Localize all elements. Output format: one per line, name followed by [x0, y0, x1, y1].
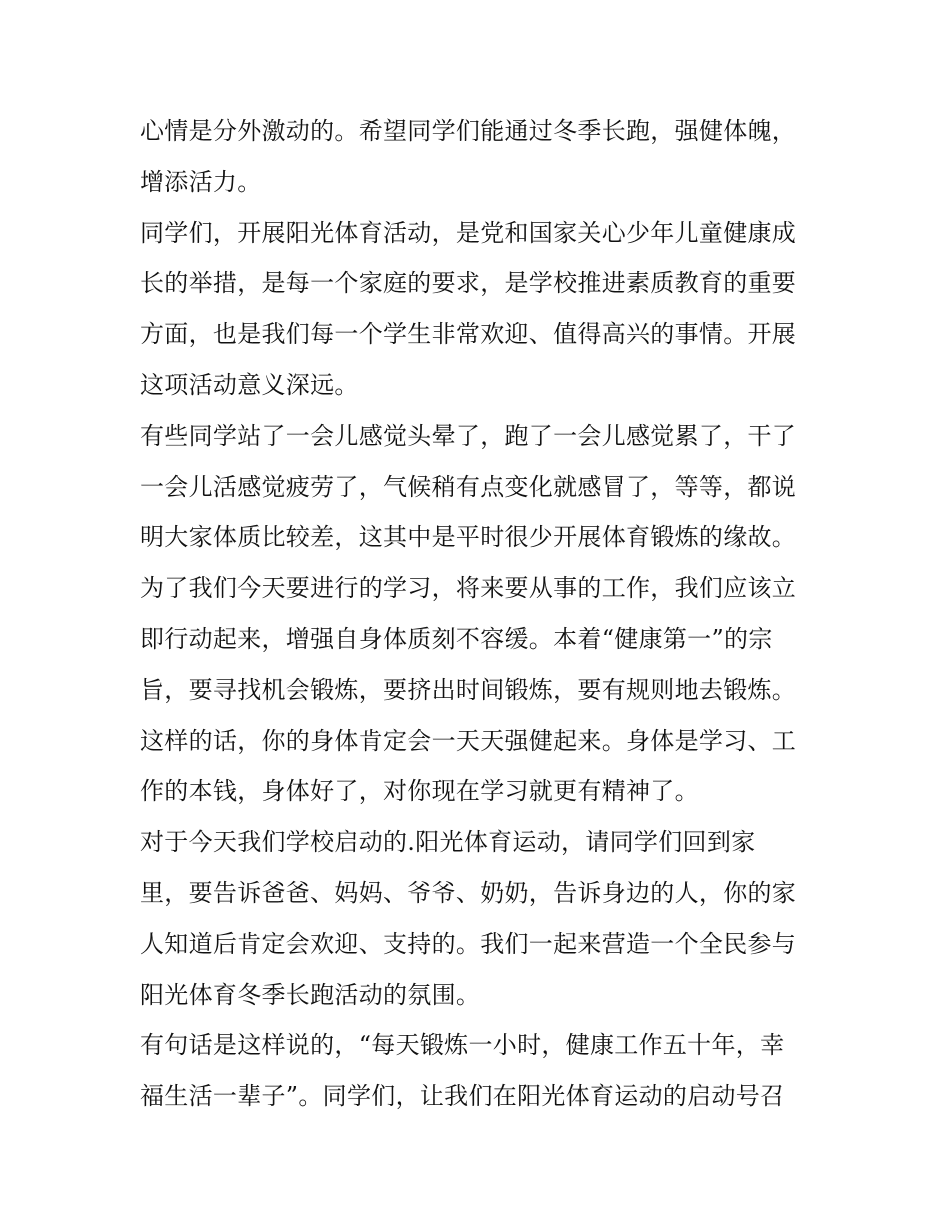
text-line-12: 旨，要寻找机会锻炼，要挤出时间锻炼，要有规则地去锻炼。 [140, 675, 797, 704]
body-text [140, 106, 830, 1122]
text-line-3: 同学们，开展阳光体育活动，是党和国家关心少年儿童健康成 [140, 218, 797, 247]
text-line-15: 对于今天我们学校启动的.阳光体育运动，请同学们回到家 [140, 828, 756, 857]
text-line-4: 长的举措，是每一个家庭的要求，是学校推进素质教育的重要 [140, 269, 797, 298]
text-line-16: 里，要告诉爸爸、妈妈、爷爷、奶奶，告诉身边的人，你的家 [140, 878, 797, 907]
text-line-13: 这样的话，你的身体肯定会一天天强健起来。身体是学习、工 [140, 726, 797, 755]
text-line-8: 一会儿活感觉疲劳了，气候稍有点变化就感冒了，等等，都说 [140, 472, 797, 501]
text-line-5: 方面，也是我们每一个学生非常欢迎、值得高兴的事情。开展 [140, 320, 797, 349]
text-line-9: 明大家体质比较差，这其中是平时很少开展体育锻炼的缘故。 [140, 523, 797, 552]
text-line-17: 人知道后肯定会欢迎、支持的。我们一起来营造一个全民参与 [140, 929, 797, 958]
text-line-2: 增添活力。 [140, 167, 262, 196]
text-line-11: 即行动起来，增强自身体质刻不容缓。本着“健康第一”的宗 [140, 624, 773, 653]
text-line-14: 作的本钱，身体好了，对你现在学习就更有精神了。 [140, 777, 699, 806]
text-line-18: 阳光体育冬季长跑活动的氛围。 [140, 980, 481, 1009]
text-line-1: 心情是分外激动的。希望同学们能通过冬季长跑，强健体魄， [140, 117, 797, 145]
text-line-20: 福生活一辈子”。同学们，让我们在阳光体育运动的启动号召 [140, 1082, 785, 1111]
text-line-6: 这项活动意义深远。 [140, 370, 359, 399]
text-line-7: 有些同学站了一会儿感觉头晕了，跑了一会儿感觉累了，干了 [140, 421, 797, 450]
text-line-19: 有句话是这样说的，“每天锻炼一小时，健康工作五十年，幸 [140, 1031, 785, 1060]
text-line-10: 为了我们今天要进行的学习，将来要从事的工作，我们应该立 [140, 574, 797, 603]
